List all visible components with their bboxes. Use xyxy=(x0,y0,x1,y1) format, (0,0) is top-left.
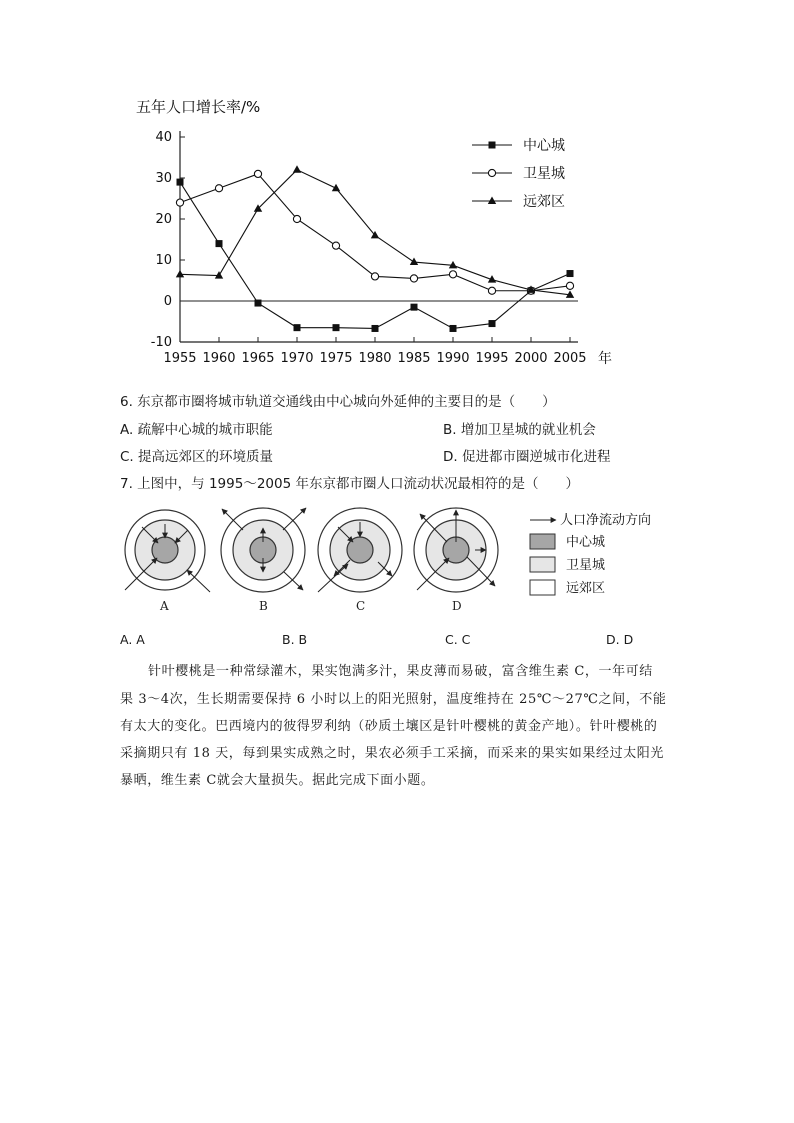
series-2-point xyxy=(566,282,573,289)
x-tick-label: 1970 xyxy=(280,351,314,366)
passage-line-1: 针叶樱桃是一种常绿灌木，果实饱满多汁，果皮薄而易破，富含维生素 C，一年可结 xyxy=(148,664,653,679)
diagram-c-label: C xyxy=(356,599,366,613)
question-7-stem: 7. 上图中，与 1995～2005 年东京都市圈人口流动状况最相符的是（ ） xyxy=(120,476,579,492)
y-tick-label: 20 xyxy=(155,212,172,227)
legend-label: 中心城 xyxy=(523,138,565,154)
x-tick-label: 1980 xyxy=(358,351,392,366)
plot-area xyxy=(151,130,612,367)
series-1-point xyxy=(489,320,496,327)
y-axis-label: 五年人口增长率/% xyxy=(136,98,261,116)
legend-outer-swatch xyxy=(530,580,555,595)
population-growth-chart xyxy=(120,90,640,380)
series-2-point xyxy=(371,273,378,280)
y-tick-label: -10 xyxy=(150,335,172,350)
diagram-d xyxy=(414,508,498,613)
series-1-point xyxy=(372,325,379,332)
q6-option-a: A. 疏解中心城的城市职能 xyxy=(120,422,273,438)
series-3-point xyxy=(293,165,301,173)
q7-option-d: D. D xyxy=(606,632,634,647)
diagram-a xyxy=(125,510,210,613)
series-2-point xyxy=(410,275,417,282)
x-tick-label: 1965 xyxy=(241,351,275,366)
passage-line-2: 果 3～4次，生长期需要保持 6 小时以上的阳光照射，温度维持在 25℃～27℃之间，不能 xyxy=(120,692,667,707)
legend-satellite-swatch xyxy=(530,557,555,572)
x-tick-label: 1985 xyxy=(397,351,431,366)
series-1-point xyxy=(411,304,418,311)
series-3-point xyxy=(410,258,418,266)
series-2-point xyxy=(449,271,456,278)
y-tick-label: 10 xyxy=(155,253,172,268)
series-3-point xyxy=(176,270,184,278)
series-line-1 xyxy=(180,182,570,328)
diagram-b-label: B xyxy=(259,599,268,613)
series-2-point xyxy=(176,199,183,206)
series-1-point xyxy=(177,179,184,186)
q6-option-d: D. 促进都市圈逆城市化进程 xyxy=(443,449,611,465)
legend-marker xyxy=(488,197,496,205)
series-2-point xyxy=(254,170,261,177)
series-1-point xyxy=(333,324,340,331)
legend-center-label: 中心城 xyxy=(566,535,606,550)
q7-option-a: A. A xyxy=(120,632,145,647)
legend-marker xyxy=(489,142,496,149)
diagram-d-label: D xyxy=(452,599,462,613)
series-1-point xyxy=(294,324,301,331)
series-1-point xyxy=(450,325,457,332)
x-tick-label: 1995 xyxy=(475,351,509,366)
legend-arrow-label: 人口净流动方向 xyxy=(560,513,652,528)
question-6-stem: 6. 东京都市圈将城市轨道交通线由中心城向外延伸的主要目的是（ ） xyxy=(120,394,556,410)
diagram-legend xyxy=(530,512,651,596)
series-2-point xyxy=(332,242,339,249)
x-tick-label: 1960 xyxy=(202,351,236,366)
series-2-point xyxy=(293,215,300,222)
y-tick-label: 0 xyxy=(163,294,172,309)
series-1-point xyxy=(216,240,223,247)
series-1-point xyxy=(255,300,262,307)
q7-option-b: B. B xyxy=(282,632,308,647)
legend-label: 卫星城 xyxy=(523,166,565,182)
legend-label: 远郊区 xyxy=(523,194,565,210)
series-2-point xyxy=(488,287,495,294)
series-2-point xyxy=(215,185,222,192)
series-3-point xyxy=(332,184,340,192)
q7-option-c: C. C xyxy=(445,632,471,647)
diagram-c xyxy=(318,508,402,613)
passage-line-5: 暴晒，维生素 C就会大量损失。据此完成下面小题。 xyxy=(120,773,435,788)
y-tick-label: 30 xyxy=(155,171,172,186)
series-1-point xyxy=(567,270,574,277)
diagram-b xyxy=(221,508,306,613)
legend-center-swatch xyxy=(530,534,555,549)
series-3-point xyxy=(215,271,223,279)
q6-option-c: C. 提高远郊区的环境质量 xyxy=(120,449,274,465)
migration-diagrams xyxy=(120,500,680,625)
x-tick-label: 2005 xyxy=(553,351,587,366)
x-tick-label: 1955 xyxy=(163,351,197,366)
x-tick-label: 2000 xyxy=(514,351,548,366)
legend-satellite-label: 卫星城 xyxy=(566,558,606,573)
x-tick-label: 1975 xyxy=(319,351,353,366)
y-tick-label: 40 xyxy=(155,130,172,145)
x-tick-label: 1990 xyxy=(436,351,470,366)
legend-outer-label: 远郊区 xyxy=(566,581,606,596)
passage-line-3: 有太大的变化。巴西境内的彼得罗利纳（砂质土壤区是针叶樱桃的黄金产地）。针叶樱桃的 xyxy=(120,719,658,734)
x-axis-label: 年 xyxy=(598,351,612,367)
legend-marker xyxy=(488,169,495,176)
passage-line-4: 采摘期只有 18 天，每到果实成熟之时，果农必须手工采摘，而采来的果实如果经过太阳光 xyxy=(120,746,665,761)
diagram-a-label: A xyxy=(160,599,169,613)
q6-option-b: B. 增加卫星城的就业机会 xyxy=(443,422,596,438)
